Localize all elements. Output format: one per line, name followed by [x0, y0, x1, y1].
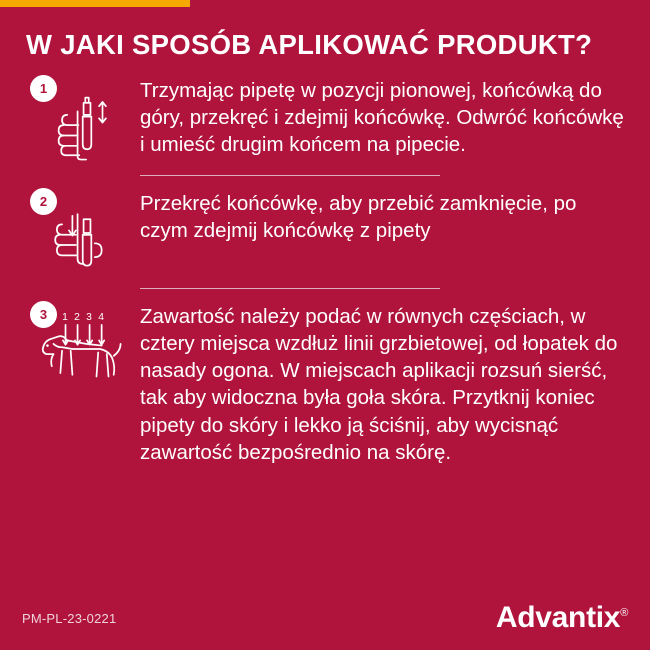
top-accent-bar — [0, 0, 650, 7]
divider-row — [26, 163, 624, 188]
spot-number-3: 3 — [86, 311, 92, 323]
step-number-badge: 1 — [30, 75, 57, 102]
divider-spacer — [26, 276, 140, 301]
list-item — [26, 301, 624, 467]
spot-number-2: 2 — [74, 311, 80, 323]
step-illustration-3 — [26, 301, 126, 395]
registered-mark: ® — [620, 607, 628, 619]
footer — [0, 594, 650, 650]
page-title: W JAKI SPOSÓB APLIKOWAĆ PRODUKT? — [26, 29, 593, 60]
divider — [140, 288, 440, 289]
step-number-badge: 2 — [30, 188, 57, 215]
steps-list — [26, 75, 624, 467]
material-code: PM-PL-23-0221 — [22, 610, 117, 626]
step-illustration-1 — [26, 75, 126, 163]
instruction-panel — [0, 7, 650, 650]
brand-logo — [496, 601, 628, 635]
step-text: Zawartość należy podać w równych częściach, w cztery miejsca wzdłuż linii grzbietowej, od łopatek do nasady ogona. W miejscach aplikacji rozsuń sierść, tak aby widoczna była goła skóra. Przytknij koniec pipety do skóry i lekko ją ściśnij, aby wycisnąć zawartość bezpośrednio na skórę. — [140, 304, 618, 464]
accent-bar-yellow — [0, 0, 190, 7]
spot-number-4: 4 — [98, 311, 104, 323]
step-text: Przekręć końcówkę, aby przebić zamknięcie, po czym zdejmij końcówkę z pipety — [140, 191, 577, 242]
step-illustration-2 — [26, 188, 126, 276]
list-item — [26, 188, 624, 276]
step-text: Trzymając pipetę w pozycji pionowej, końcówką do góry, przekręć i zdejmij końcówkę. Odwróć końcówkę i umieść drugim końcem na pipecie. — [140, 78, 624, 157]
divider-row — [26, 276, 624, 301]
step-number-badge: 3 — [30, 301, 57, 328]
brand-name: Advantix — [495, 601, 621, 634]
accent-bar-remainder — [190, 0, 650, 7]
spot-number-1: 1 — [62, 311, 68, 323]
divider-spacer — [26, 163, 140, 188]
divider — [140, 175, 440, 176]
list-item — [26, 75, 624, 163]
